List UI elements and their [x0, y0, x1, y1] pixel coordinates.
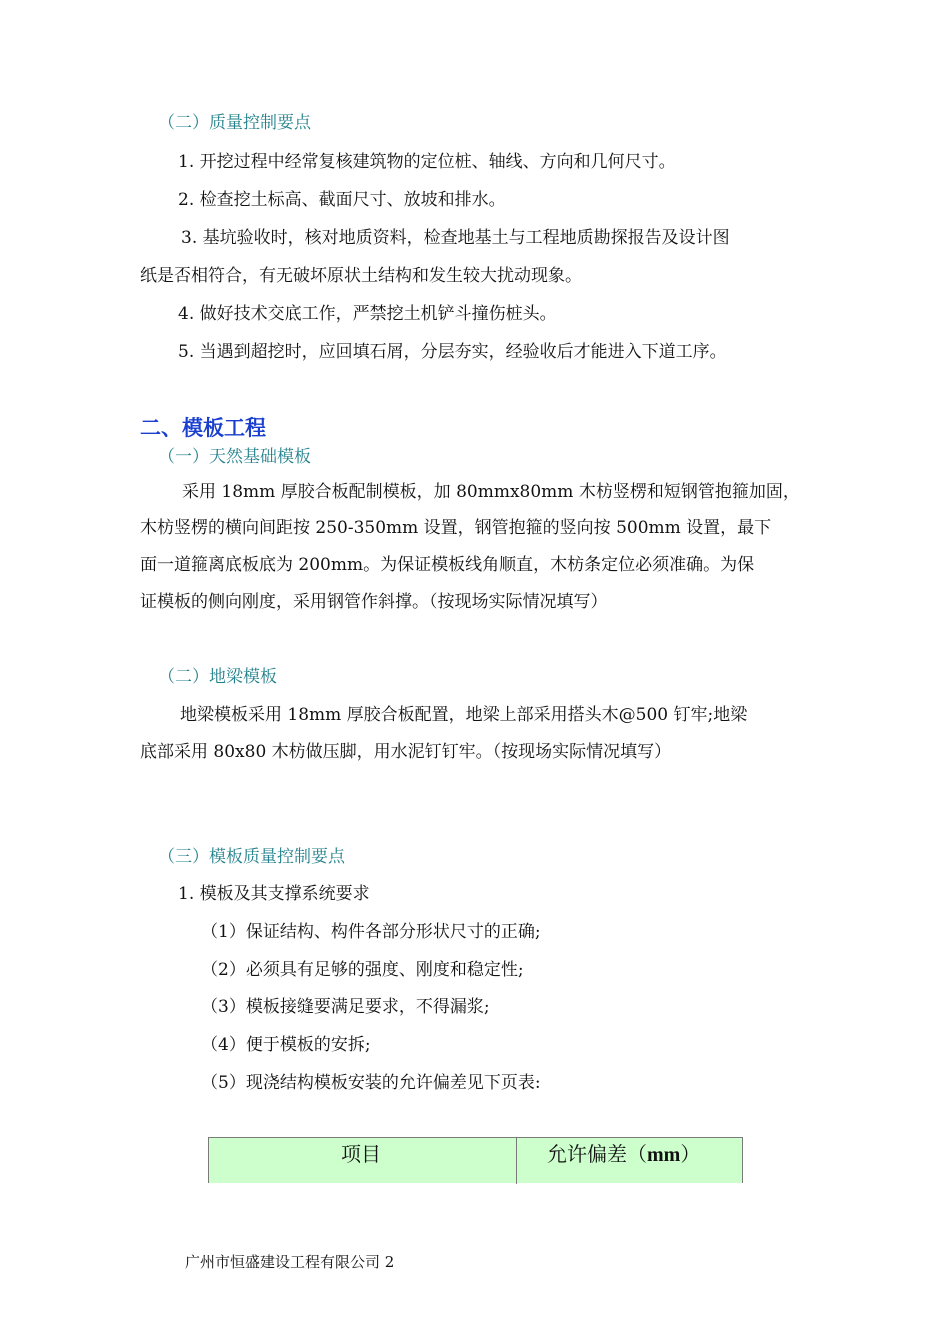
formwork-subitem-2: （2）必须具有足够的强度、刚度和稳定性;: [201, 960, 524, 980]
ground-beam-line-1: 地梁模板采用 18mm 厚胶合板配置，地梁上部采用搭头木@500 钉牢;地梁: [180, 705, 748, 725]
natural-foundation-line-3: 面一道箍离底板底为 200mm。为保证模板线角顺直，木枋条定位必须准确。为保: [140, 555, 755, 575]
formwork-subitem-5: （5）现浇结构模板安装的允许偏差见下页表:: [201, 1073, 541, 1093]
formwork-subitem-4: （4）便于模板的安拆;: [201, 1035, 371, 1055]
quality-item-3-cont: 纸是否相符合，有无破坏原状土结构和发生较大扰动现象。: [140, 266, 582, 286]
quality-item-4: 4. 做好技术交底工作，严禁挖土机铲斗撞伤桩头。: [178, 304, 557, 324]
quality-item-2: 2. 检查挖土标高、截面尺寸、放坡和排水。: [178, 190, 506, 210]
natural-foundation-line-1: 采用 18mm 厚胶合板配制模板，加 80mmx80mm 木枋竖楞和短钢管抱箍加固，: [182, 482, 800, 502]
formwork-section-title: 二、模板工程: [140, 416, 266, 440]
ground-beam-line-2: 底部采用 80x80 木枋做压脚，用水泥钉钉牢。（按现场实际情况填写）: [140, 742, 672, 762]
quality-item-3: 3. 基坑验收时，核对地质资料，检查地基土与工程地质勘探报告及设计图: [181, 228, 730, 248]
table-header-tolerance-label: 允许偏差（mm）: [547, 1142, 701, 1166]
formwork-quality-item-1: 1. 模板及其支撑系统要求: [178, 884, 370, 904]
table-header-cell-item: [209, 1138, 517, 1184]
quality-item-5: 5. 当遇到超挖时，应回填石屑，分层夯实，经验收后才能进入下道工序。: [178, 342, 727, 362]
formwork-subitem-1: （1）保证结构、构件各部分形状尺寸的正确;: [201, 922, 541, 942]
page-footer: 广州市恒盛建设工程有限公司 2: [185, 1253, 395, 1271]
ground-beam-heading: （二）地梁模板: [158, 667, 277, 687]
formwork-subitem-3: （3）模板接缝要满足要求，不得漏浆;: [201, 997, 490, 1017]
formwork-quality-heading: （三）模板质量控制要点: [158, 847, 345, 867]
quality-item-1: 1. 开挖过程中经常复核建筑物的定位桩、轴线、方向和几何尺寸。: [178, 152, 676, 172]
natural-foundation-line-2: 木枋竖楞的横向间距按 250-350mm 设置，钢管抱箍的竖向按 500mm 设置，最下: [140, 518, 772, 538]
natural-foundation-heading: （一）天然基础模板: [158, 447, 311, 467]
quality-control-heading: （二）质量控制要点: [158, 113, 311, 133]
table-header-item-label: 项目: [341, 1142, 381, 1166]
natural-foundation-line-4: 证模板的侧向刚度，采用钢管作斜撑。（按现场实际情况填写）: [140, 592, 608, 612]
tolerance-table-header: [208, 1137, 743, 1183]
